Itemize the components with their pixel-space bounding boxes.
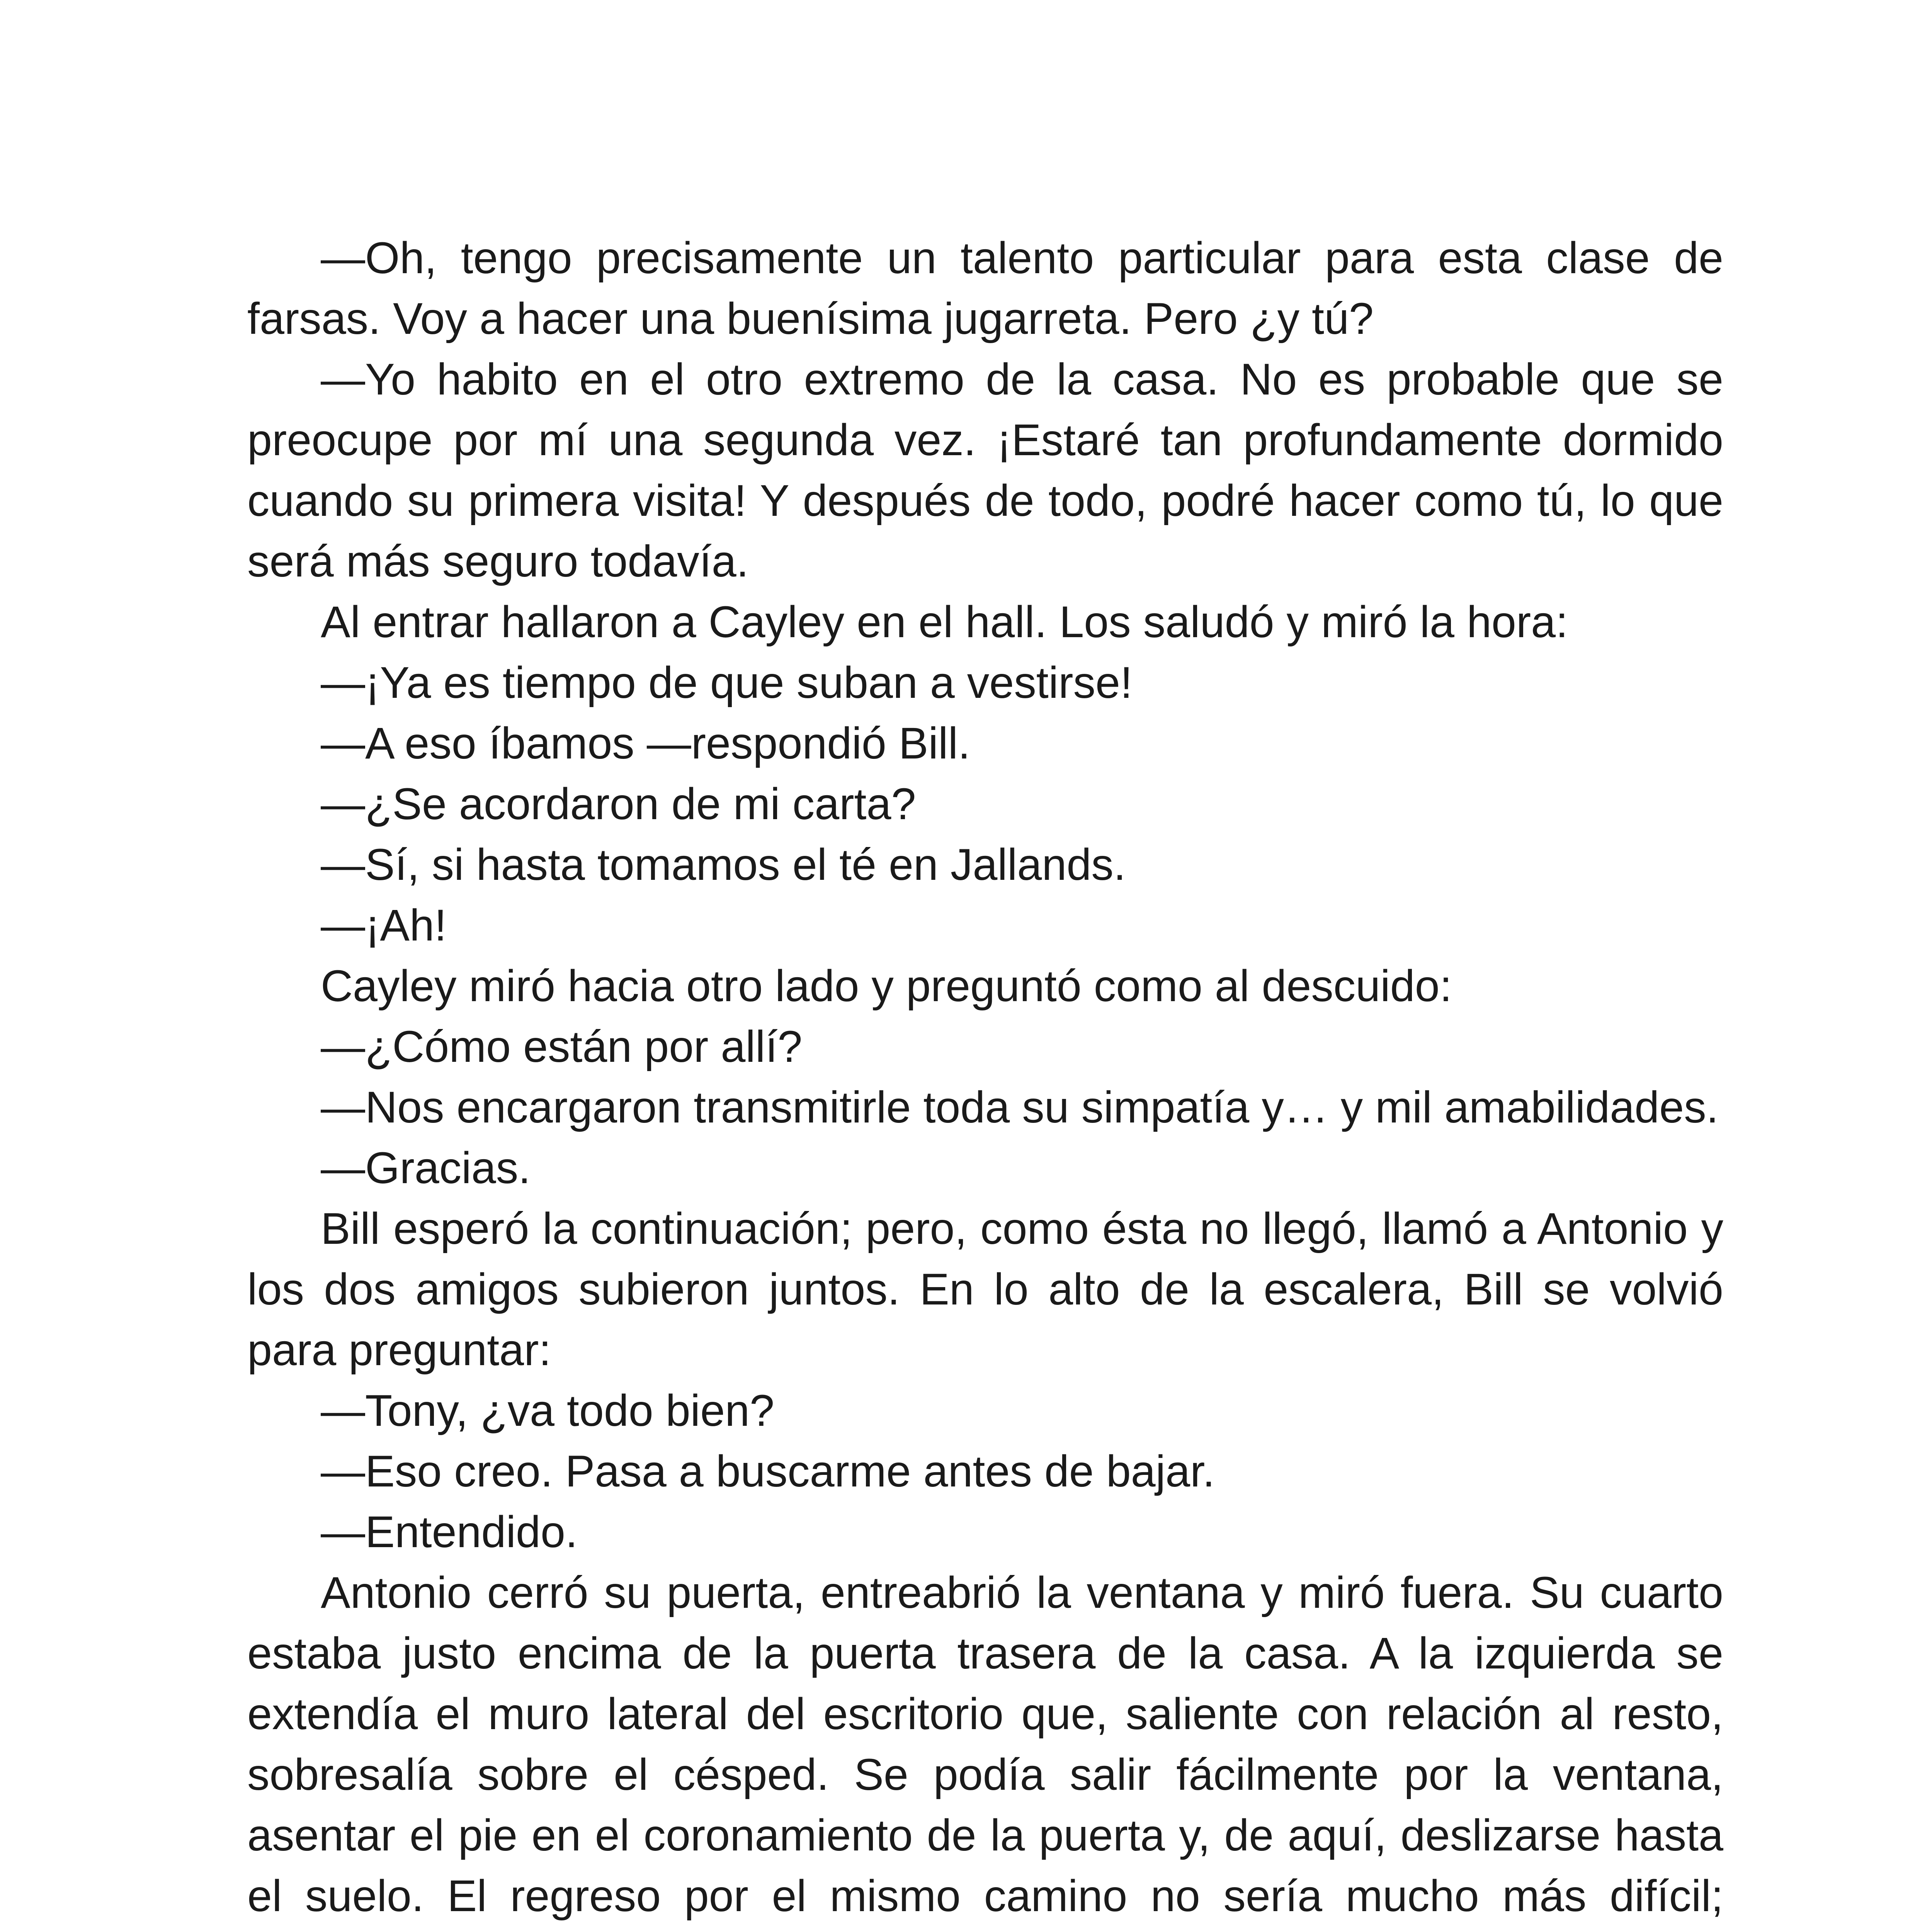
paragraph: —A eso íbamos —respondió Bill. — [321, 719, 971, 768]
page-text — [247, 228, 1723, 1932]
paragraph: —¡Ya es tiempo de que suban a vestirse! — [321, 658, 1133, 707]
paragraph: —Nos encargaron transmitirle toda su simpatía y… y mil amabilidades. — [321, 1083, 1719, 1132]
paragraph: —Entendido. — [321, 1507, 578, 1557]
paragraph: —¡Ah! — [321, 901, 447, 950]
paragraph: —Eso creo. Pasa a buscarme antes de bajar. — [321, 1447, 1215, 1496]
paragraph: Antonio cerró su puerta, entreabrió la ventana y miró fuera. Su cuarto estaba justo encima de la puerta trasera de la casa. A la izquierda se extendía el muro lateral del escritorio que, saliente con relación al resto, sobresalía sobre el césped. Se podía salir fácilmente por la ventana, asentar el pie en el coronamiento de la puerta y, de aquí, deslizarse hasta el suelo. El regreso por el mismo camino no sería mucho más difícil; — [247, 1568, 1723, 1921]
paragraph: Al entrar hallaron a Cayley en el hall. Los saludó y miró la hora: — [321, 597, 1568, 647]
paragraph: Bill esperó la continuación; pero, como ésta no llegó, llamó a Antonio y los dos amigos subieron juntos. En lo alto de la escalera, Bill se volvió para preguntar: — [247, 1204, 1723, 1375]
paragraph: Cayley miró hacia otro lado y preguntó como al descuido: — [321, 961, 1452, 1011]
paragraph: —Yo habito en el otro extremo de la casa. No es probable que se preocupe por mí una segunda vez. ¡Estaré tan profundamente dormido cuando su primera visita! Y después de todo, podré hacer como tú, lo que será más seguro todavía. — [247, 355, 1723, 586]
paragraph: —Tony, ¿va todo bien? — [321, 1386, 775, 1435]
paragraph: —Oh, tengo precisamente un talento particular para esta clase de farsas. Voy a hacer una buenísima jugarreta. Pero ¿y tú? — [247, 233, 1723, 344]
paragraph: —¿Se acordaron de mi carta? — [321, 779, 916, 829]
paragraph: —¿Cómo están por allí? — [321, 1022, 803, 1071]
paragraph: —Sí, si hasta tomamos el té en Jallands. — [321, 840, 1126, 889]
paragraph: —Gracias. — [321, 1143, 531, 1193]
